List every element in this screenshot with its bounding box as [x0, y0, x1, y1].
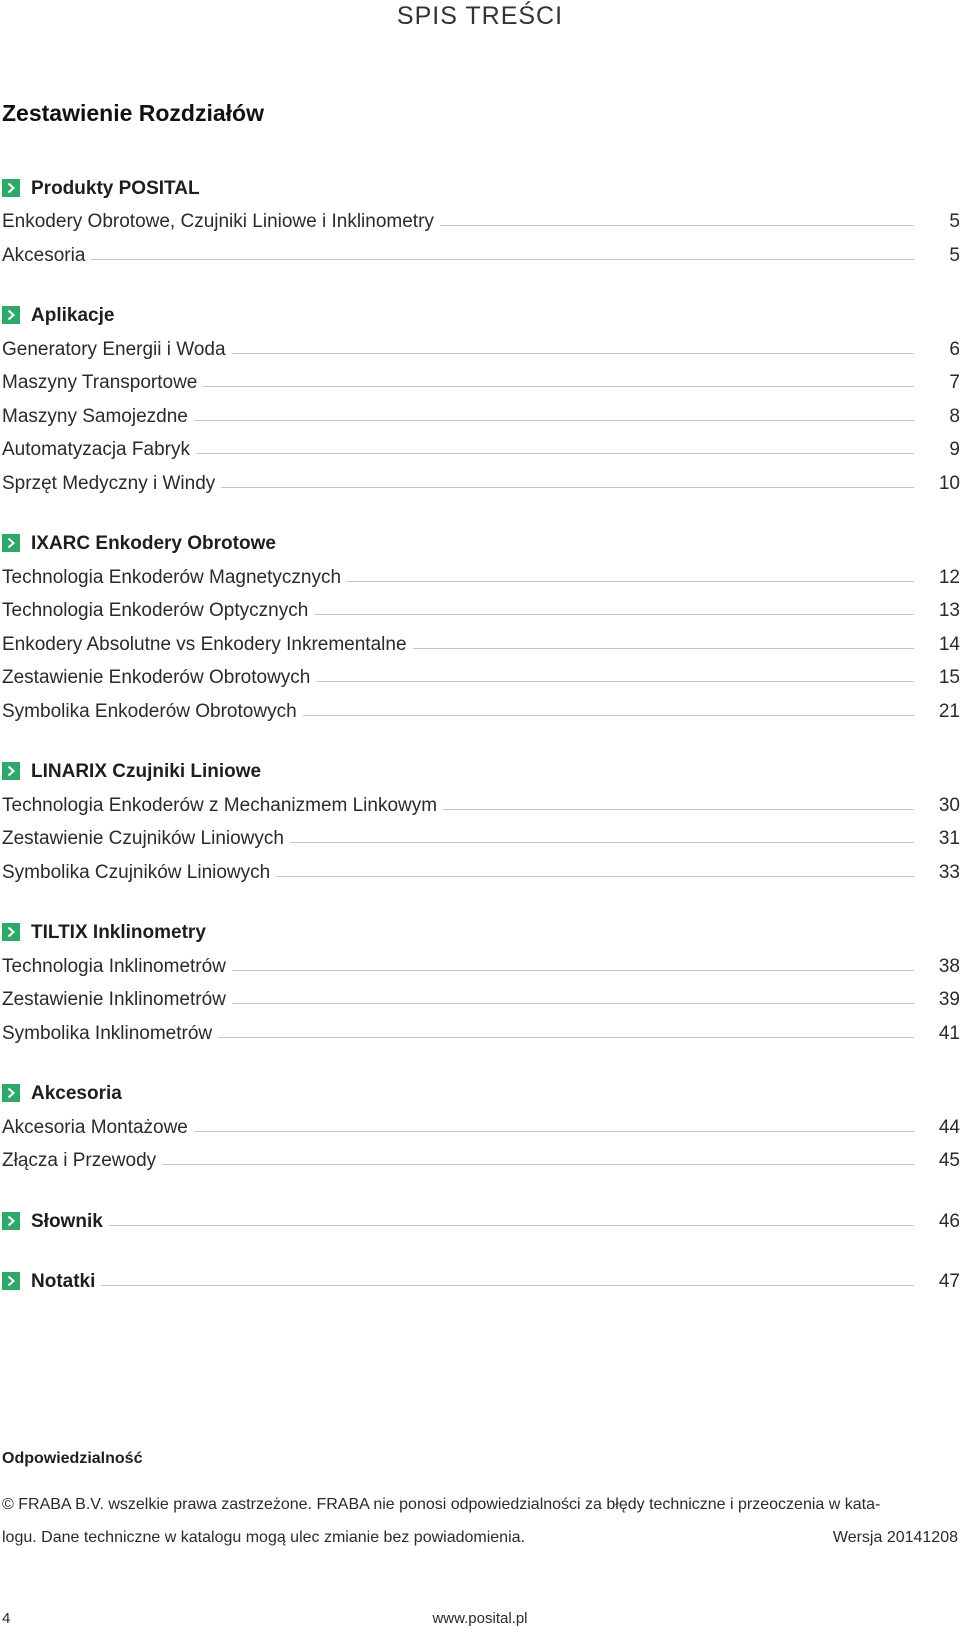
- dotted-leader: [303, 714, 914, 716]
- toc-entry[interactable]: [0, 593, 960, 627]
- header-title: SPIS TREŚCI: [396, 2, 564, 30]
- chevron-right-icon: [2, 1084, 20, 1102]
- entry-label: Zestawienie Inklinometrów: [2, 989, 226, 1010]
- section-heading: [0, 1076, 960, 1110]
- section-title: Słownik: [31, 1210, 103, 1232]
- toc-section: [0, 170, 960, 271]
- chevron-right-icon: [2, 179, 20, 197]
- entry-label: Symbolika Inklinometrów: [2, 1022, 213, 1044]
- section-heading: [0, 754, 960, 788]
- page-ref: 14: [938, 633, 960, 655]
- dotted-leader: [221, 486, 914, 488]
- section-title: Notatki: [31, 1271, 96, 1292]
- toc-entry[interactable]: [0, 204, 960, 238]
- dotted-leader: [196, 452, 914, 454]
- toc-entry[interactable]: [0, 398, 960, 432]
- section-heading: [0, 526, 960, 560]
- page-number: 4: [2, 1610, 11, 1627]
- section-title: Akcesoria: [31, 1083, 122, 1104]
- entry-label: Generatory Energii i Woda: [2, 338, 226, 360]
- entry-label: Sprzęt Medyczny i Windy: [2, 472, 216, 494]
- entry-label: Maszyny Samojezdne: [2, 405, 188, 427]
- responsibility-text-line1: © FRABA B.V. wszelkie prawa zastrzeżone. FRABA nie ponosi odpowiedzialności za błędy techniczne i przeoczenia w kata-: [2, 1496, 881, 1513]
- entry-label: Automatyzacja Fabryk: [2, 439, 190, 460]
- page-ref: 30: [938, 794, 960, 816]
- dotted-leader: [91, 258, 914, 260]
- dotted-leader: [203, 385, 914, 387]
- page-ref: 45: [938, 1150, 960, 1171]
- entry-label: Technologia Inklinometrów: [2, 955, 226, 977]
- page-ref: 6: [949, 338, 960, 360]
- entry-label: Technologia Enkoderów Magnetycznych: [2, 566, 342, 588]
- section-heading: [0, 298, 960, 332]
- section-title: LINARIX Czujniki Liniowe: [31, 761, 262, 782]
- page-ref: 39: [938, 989, 960, 1010]
- toc-section: [0, 1076, 960, 1177]
- section-title: IXARC Enkodery Obrotowe: [31, 533, 276, 554]
- dotted-leader: [101, 1284, 914, 1286]
- page-ref: 47: [938, 1271, 960, 1292]
- page-ref: 46: [938, 1210, 960, 1232]
- page-ref: 5: [949, 211, 960, 232]
- main-title: Zestawienie Rozdziałów: [2, 100, 264, 126]
- toc-entry[interactable]: [0, 465, 960, 499]
- page-ref: 8: [949, 405, 960, 427]
- dotted-leader: [232, 969, 914, 971]
- website-link[interactable]: www.posital.pl: [432, 1610, 528, 1627]
- entry-label: Maszyny Transportowe: [2, 372, 198, 393]
- dotted-leader: [232, 1002, 914, 1004]
- responsibility-text-line2-row: [2, 1521, 960, 1554]
- dotted-leader: [443, 808, 914, 810]
- chevron-right-icon: [2, 762, 20, 780]
- entry-label: Enkodery Absolutne vs Enkodery Inkrementalne: [2, 633, 407, 655]
- toc-entry[interactable]: [0, 559, 960, 593]
- toc-entry[interactable]: [0, 1109, 960, 1143]
- responsibility-title: Odpowiedzialność: [2, 1450, 143, 1467]
- entry-label: Enkodery Obrotowe, Czujniki Liniowe i Inklinometry: [2, 211, 434, 232]
- toc-section: [0, 1203, 960, 1237]
- dotted-leader: [232, 352, 914, 354]
- toc-entry[interactable]: [0, 982, 960, 1016]
- page-ref: 21: [938, 700, 960, 722]
- chevron-right-icon: [2, 1212, 20, 1230]
- section-heading: [0, 915, 960, 949]
- toc-entry[interactable]: [0, 821, 960, 855]
- entry-label: Zestawienie Czujników Liniowych: [2, 828, 284, 849]
- page-ref: 5: [949, 244, 960, 266]
- toc-entry[interactable]: [0, 787, 960, 821]
- toc-entry[interactable]: [0, 331, 960, 365]
- toc-section: [0, 1264, 960, 1298]
- toc-entry[interactable]: [0, 948, 960, 982]
- entry-label: Akcesoria: [2, 244, 86, 266]
- dotted-leader: [314, 613, 914, 615]
- entry-label: Zestawienie Enkoderów Obrotowych: [2, 667, 311, 688]
- dotted-leader: [440, 224, 914, 226]
- section-title: Aplikacje: [31, 305, 115, 326]
- toc-section: [0, 298, 960, 499]
- page-ref: 12: [938, 566, 960, 588]
- dotted-leader: [218, 1036, 914, 1038]
- toc-entry[interactable]: [0, 693, 960, 727]
- page-ref: 9: [949, 439, 960, 460]
- chevron-right-icon: [2, 923, 20, 941]
- page-ref: 38: [938, 955, 960, 977]
- toc-section: [0, 526, 960, 727]
- chevron-right-icon: [2, 306, 20, 324]
- section-title: TILTIX Inklinometry: [31, 922, 206, 943]
- entry-label: Symbolika Enkoderów Obrotowych: [2, 700, 297, 722]
- dotted-leader: [316, 680, 914, 682]
- section-heading[interactable]: [0, 1203, 960, 1237]
- toc-entry[interactable]: [0, 432, 960, 466]
- dotted-leader: [194, 1130, 914, 1132]
- toc-entry[interactable]: [0, 1143, 960, 1177]
- table-of-contents: [0, 170, 960, 1324]
- entry-label: Akcesoria Montażowe: [2, 1116, 188, 1138]
- chevron-right-icon: [2, 1272, 20, 1290]
- page-ref: 13: [938, 600, 960, 621]
- page-ref: 41: [938, 1022, 960, 1044]
- responsibility-text-line2: logu. Dane techniczne w katalogu mogą ulec zmianie bez powiadomienia.: [2, 1529, 525, 1546]
- dotted-leader: [109, 1224, 914, 1226]
- section-heading[interactable]: [0, 1264, 960, 1298]
- toc-entry[interactable]: [0, 1015, 960, 1049]
- dotted-leader: [194, 419, 914, 421]
- dotted-leader: [347, 580, 914, 582]
- dotted-leader: [276, 875, 914, 877]
- dotted-leader: [413, 647, 914, 649]
- page-ref: 33: [938, 861, 960, 883]
- toc-entry[interactable]: [0, 854, 960, 888]
- dotted-leader: [290, 841, 914, 843]
- entry-label: Technologia Enkoderów z Mechanizmem Linkowym: [2, 794, 438, 816]
- page-ref: 44: [938, 1116, 960, 1138]
- page-header: [0, 0, 960, 38]
- entry-label: Technologia Enkoderów Optycznych: [2, 600, 309, 621]
- page-ref: 7: [949, 372, 960, 393]
- entry-label: Złącza i Przewody: [2, 1150, 157, 1171]
- entry-label: Symbolika Czujników Liniowych: [2, 861, 271, 883]
- page-ref: 10: [938, 472, 960, 494]
- toc-entry[interactable]: [0, 237, 960, 271]
- page-ref: 15: [938, 667, 960, 688]
- toc-section: [0, 754, 960, 888]
- dotted-leader: [162, 1163, 914, 1165]
- toc-entry[interactable]: [0, 365, 960, 399]
- page-ref: 31: [938, 828, 960, 849]
- section-heading: [0, 170, 960, 204]
- toc-section: [0, 915, 960, 1049]
- toc-entry[interactable]: [0, 626, 960, 660]
- toc-entry[interactable]: [0, 660, 960, 694]
- section-title: Produkty POSITAL: [31, 177, 200, 199]
- version-label: Wersja 20141208: [832, 1529, 958, 1546]
- page-footer: [0, 1610, 960, 1634]
- chevron-right-icon: [2, 534, 20, 552]
- responsibility-block: [2, 1450, 960, 1554]
